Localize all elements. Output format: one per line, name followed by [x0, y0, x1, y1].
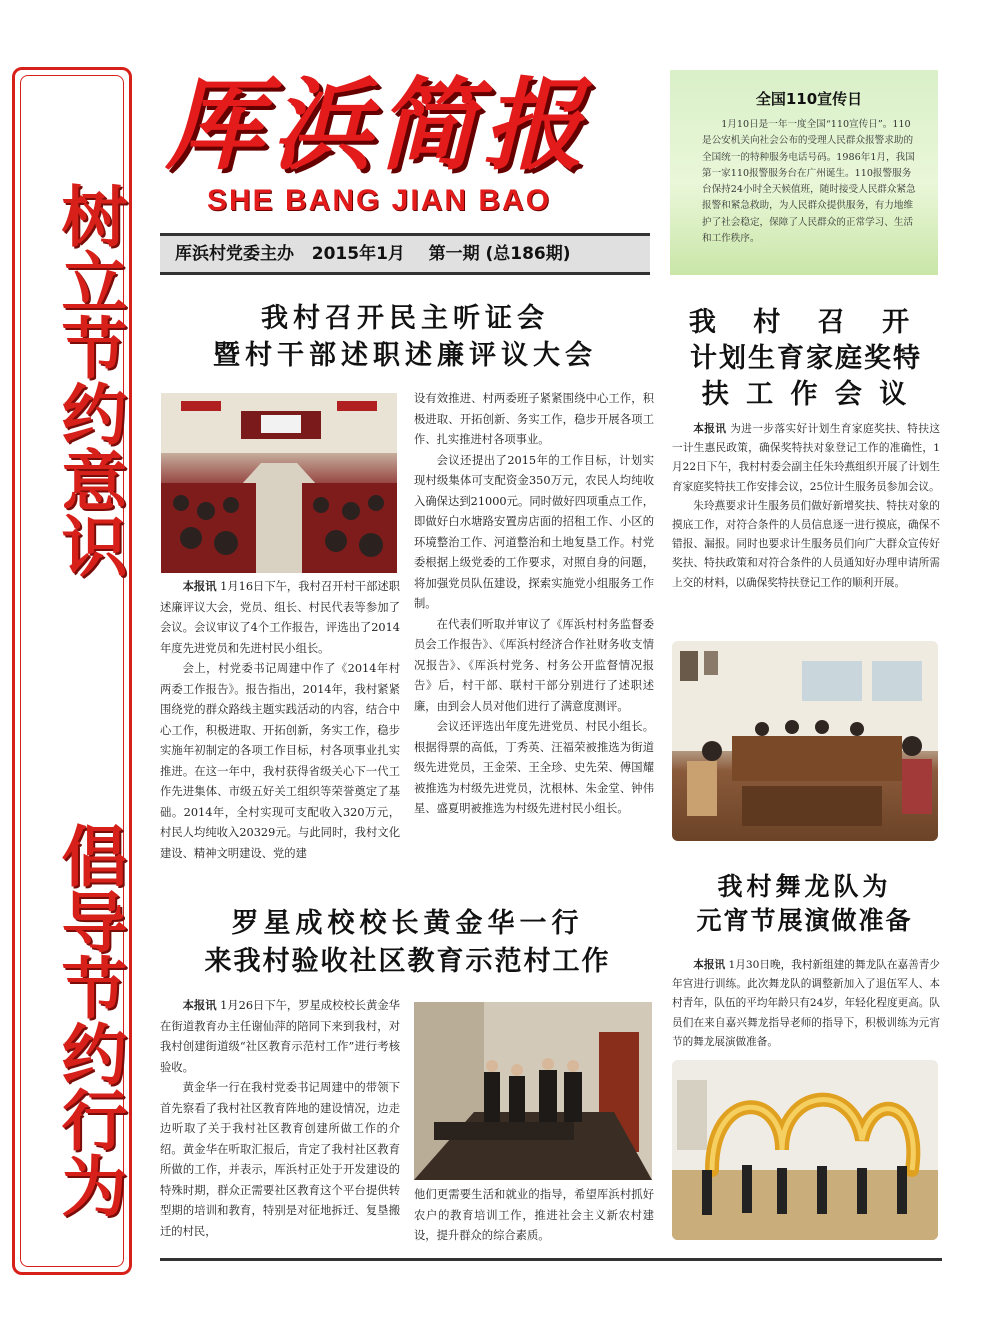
family-planning-meeting-photo [672, 641, 938, 841]
article3-paragraph1: 1月26日下午，罗星成校校长黄金华在街道教育办主任谢仙萍的陪同下来到我村，对我村创建街道级“社区教育示范村工作”进行考核验收。 [160, 999, 400, 1074]
education-inspection-photo-image [414, 1002, 652, 1180]
article3-headline [165, 905, 650, 981]
masthead-title: 厍浜简报 [165, 66, 589, 184]
article4-headline-line2: 元宵节展演做准备 [696, 906, 913, 935]
article4-lead: 本报讯 [693, 959, 726, 971]
article2-headline-line3: 扶 工 作 会 议 [701, 379, 911, 410]
dragon-dance-photo-image [672, 1060, 938, 1240]
article4-body [672, 956, 940, 1052]
article1-headline-line1: 我村召开民主听证会 [261, 303, 549, 334]
meeting-hall-photo [161, 393, 397, 573]
article2-headline [675, 305, 937, 413]
meeting-hall-photo-image [161, 393, 397, 573]
article1-paragraph4: 会议还提出了2015年的工作目标，计划实现村级集体可支配资金350万元，农民人均纯收入确保达到21000元。同时做好四项重点工作，即做好白水塘路安置房店面的招租工作、小区的环境整治工作、河道整治和土地复垦工作。村党委根据上级党委的工作要求，对照自身的问题，将加强党员队伍建设，探索实施党小组服务工作制。 [414, 453, 654, 610]
slogan-line-1: 树立节约意识 [50, 182, 127, 578]
article2-lead: 本报讯 [693, 423, 727, 435]
article2-paragraph1: 为进一步落实好计划生育家庭奖扶、特扶这一计生惠民政策，确保奖特扶对象登记工作的准确性，1月22日下午，我村村委会副主任朱玲燕组织开展了计划生育家庭奖特扶工作安排会议，25位计生服务员参加会议。 [672, 423, 941, 493]
slogan-panel [12, 67, 132, 1275]
article3-column1 [160, 996, 400, 1242]
issue-info: 厍浜村党委主办 2015年1月 第一期 (总186期) [175, 244, 571, 264]
issue-info-bar [160, 233, 650, 275]
article1-paragraph6: 会议还评选出年度先进党员、村民小组长。根据得票的高低，丁秀英、汪福荣被推选为街道级先进党员，王金荣、王全珍、史先荣、傅国耀被推选为村级先进党员，沈根林、朱金堂、钟伟星、盛夏明被推选为村级先进村民小组长。 [414, 720, 654, 815]
education-inspection-photo [414, 1002, 652, 1180]
slogan-line-2: 倡导节约行为 [50, 822, 127, 1218]
article3-headline-line1: 罗星成校校长黄金华一行 [231, 908, 584, 939]
article3-column2 [414, 1185, 654, 1247]
article3-headline-line2: 来我村验收社区教育示范村工作 [204, 946, 611, 977]
article3-paragraph3: 他们更需要生活和就业的指导，希望厍浜村抓好农户的教育培训工作，推进社会主义新农村建设，提升群众的综合素质。 [414, 1188, 654, 1242]
article2-headline-line2: 计划生育家庭奖特 [690, 343, 922, 374]
article1-lead: 本报讯 [182, 580, 217, 593]
article4-paragraph1: 1月30日晚，我村新组建的舞龙队在嘉善青少年宫进行训练。此次舞龙队的调整新加入了退伍军人、本村青年，队伍的平均年龄只有24岁，年轻化程度更高。队员们在来自嘉兴舞龙指导老师的指导下，积极训练为元宵节的舞龙展演做准备。 [672, 959, 941, 1048]
article1-paragraph3: 设有效推进、村两委班子紧紧围绕中心工作，积极进取、开拓创新、务实工作，稳步开展各项工作、扎实推进村各项事业。 [414, 392, 654, 446]
article1-headline [160, 300, 650, 374]
article1-paragraph2: 会上，村党委书记周建中作了《2014年村两委工作报告》。报告指出，2014年，我村紧紧围绕党的群众路线主题实践活动的内容，结合中心工作，积极进取、开拓创新，务实工作，稳步实施年初制定的各项工作目标，村各项事业扎实推进。在这一年中，我村获得省级关心下一代工作先进集体、市级五好关工组织等荣誉奠定了基础。2014年，全村实现可支配收入320万元，村民人均纯收入20329元。与此同时，我村文化建设、精神文明建设、党的建 [160, 662, 400, 860]
article1-paragraph5: 在代表们听取并审议了《厍浜村村务监督委员会工作报告》、《厍浜村经济合作社财务收支情况报告》、《厍浜村党务、村务公开监督情况报告》后，村干部、联村干部分别进行了述职述廉，由到会人员对他们进行了满意度测评。 [414, 617, 654, 713]
article3-paragraph2: 黄金华一行在我村党委书记周建中的带领下首先察看了我村社区教育阵地的建设情况，边走边听取了关于我村社区教育创建所做工作的介绍。黄金华在听取汇报后，肯定了我村社区教育所做的工作，并表示，厍浜村正处于开发建设的特殊时期，群众正需要社区教育这个平台提供转型期的培训和教育，特别是对征地拆迁、复垦搬迁的村民， [160, 1081, 400, 1238]
notice-box-110 [670, 70, 938, 275]
article1-headline-line2: 暨村干部述职述廉评议大会 [213, 340, 597, 371]
notice-box-text: 1月10日是一年一度全国“110宣传日”。110是公安机关向社会公布的受理人民群众报警求助的全国统一的特种服务电话号码。1986年1月，我国第一家110报警服务台在广州诞生。110报警服务台保持24小时全天候值班，随时接受人民群众紧急报警和紧急救助，为人民群众提供服务，有力地维护了社会稳定，保障了人民群众的正常学习、生活和工作秩序。 [702, 119, 916, 245]
article2-body [672, 420, 940, 593]
article2-paragraph2: 朱玲燕要求计生服务员们做好新增奖扶、特扶对象的摸底工作，对符合条件的人员信息逐一进行摸底，确保不错报、漏报。同时也要求计生服务员们向广大群众宣传好奖扶、特扶政策和对符合条件的人员通知好办理申请所需上交的材料，以确保奖特扶登记工作的顺利开展。 [672, 499, 940, 589]
family-planning-meeting-photo-image [672, 641, 938, 841]
notice-box-title: 全国110宣传日 [755, 90, 863, 108]
article4-headline-line1: 我村舞龙队为 [717, 872, 892, 901]
article1-column1 [160, 577, 400, 864]
article1-column2 [414, 389, 654, 820]
article4-headline [672, 870, 937, 938]
article2-headline-line1: 我 村 召 开 [688, 307, 924, 338]
dragon-dance-photo [672, 1060, 938, 1240]
masthead-pinyin: SHE BANG JIAN BAO [207, 184, 552, 217]
bottom-rule [160, 1258, 942, 1261]
article3-lead: 本报讯 [182, 999, 217, 1012]
article1-paragraph1: 1月16日下午，我村召开村干部述职述廉评议大会，党员、组长、村民代表等参加了会议。会议审议了4个工作报告，评选出了2014年度先进党员和先进村民小组长。 [160, 580, 400, 655]
